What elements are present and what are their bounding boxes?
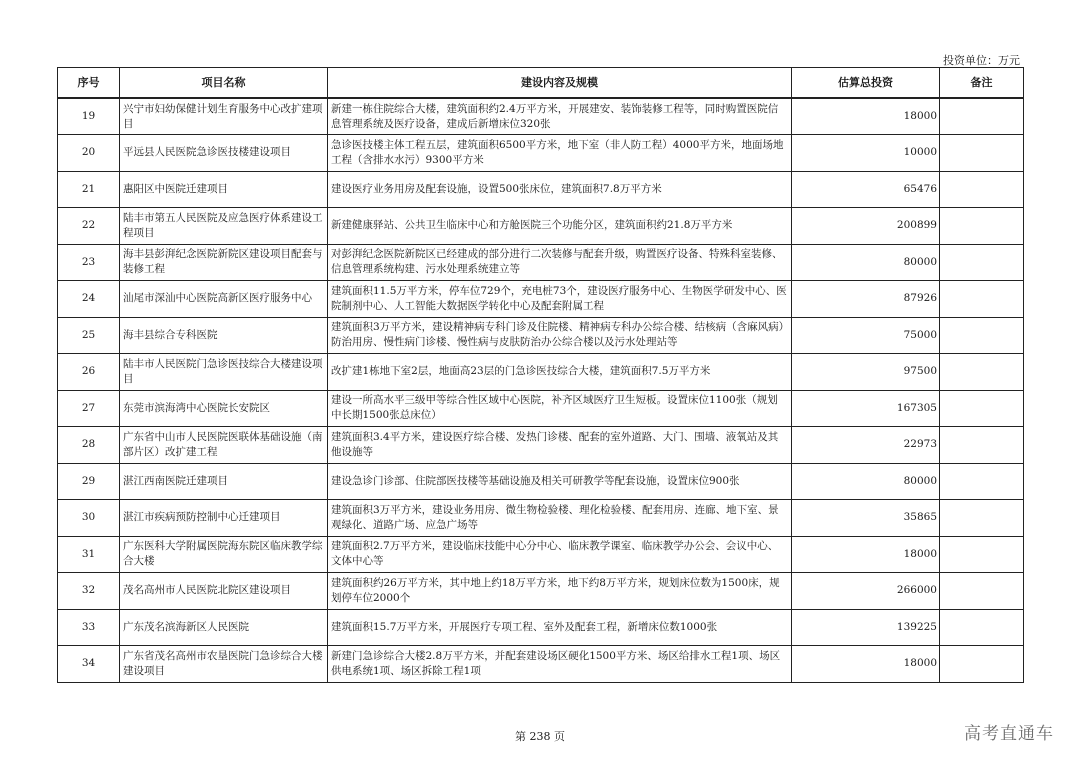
cell-remark [940,390,1024,427]
cell-name: 茂名高州市人民医院北院区建设项目 [120,573,328,610]
table-body [58,98,1024,682]
cell-no: 25 [58,317,120,354]
cell-name: 平远县人民医院急诊医技楼建设项目 [120,135,328,172]
cell-name: 兴宁市妇幼保健计划生育服务中心改扩建项目 [120,98,328,135]
cell-remark [940,98,1024,135]
project-table [57,67,1024,683]
cell-name: 广东省茂名高州市农垦医院门急诊综合大楼建设项目 [120,646,328,683]
table-row [58,573,1024,610]
cell-content: 新建门急诊综合大楼2.8万平方米，并配套建设场区硬化1500平方米、场区给排水工程1项、场区供电系统1项、场区拆除工程1项 [328,646,792,683]
cell-remark [940,171,1024,208]
table-row [58,135,1024,172]
cell-no: 19 [58,98,120,135]
header-investment: 估算总投资 [792,68,940,99]
cell-name: 广东医科大学附属医院海东院区临床教学综合大楼 [120,536,328,573]
table-row [58,98,1024,135]
cell-no: 23 [58,244,120,281]
cell-no: 28 [58,427,120,464]
cell-content: 建筑面积3万平方米，建设业务用房、微生物检验楼、理化检验楼、配套用房、连廊、地下室、景观绿化、道路广场、应急广场等 [328,500,792,537]
table-row [58,390,1024,427]
cell-remark [940,536,1024,573]
cell-remark [940,244,1024,281]
cell-name: 汕尾市深汕中心医院高新区医疗服务中心 [120,281,328,318]
cell-name: 湛江市疾病预防控制中心迁建项目 [120,500,328,537]
cell-content: 建筑面积15.7万平方米，开展医疗专项工程、室外及配套工程，新增床位数1000张 [328,609,792,646]
cell-no: 34 [58,646,120,683]
cell-content: 新建健康驿站、公共卫生临床中心和方舱医院三个功能分区，建筑面积约21.8万平方米 [328,208,792,245]
page-number: 第 238 页 [515,730,565,743]
cell-remark [940,427,1024,464]
cell-content: 建设一所高水平三级甲等综合性区域中心医院，补齐区域医疗卫生短板。设置床位1100张（规划中长期1500张总床位） [328,390,792,427]
cell-content: 建筑面积11.5万平方米，停车位729个，充电桩73个，建设医疗服务中心、生物医学研发中心、医院制剂中心、人工智能大数据医学转化中心及配套附属工程 [328,281,792,318]
cell-name: 广东茂名滨海新区人民医院 [120,609,328,646]
table-row [58,500,1024,537]
cell-content: 急诊医技楼主体工程五层，建筑面积6500平方米，地下室（非人防工程）4000平方米，地面场地工程（含排水水污）9300平方米 [328,135,792,172]
cell-no: 31 [58,536,120,573]
header-project-name: 项目名称 [120,68,328,99]
header-no: 序号 [58,68,120,99]
cell-investment: 80000 [792,244,940,281]
cell-remark [940,354,1024,391]
table-header-row [58,68,1024,99]
cell-content: 建设医疗业务用房及配套设施，设置500张床位，建筑面积7.8万平方米 [328,171,792,208]
cell-investment: 97500 [792,354,940,391]
cell-no: 22 [58,208,120,245]
cell-remark [940,317,1024,354]
cell-investment: 10000 [792,135,940,172]
cell-name: 海丰县彭湃纪念医院新院区建设项目配套与装修工程 [120,244,328,281]
cell-name: 湛江西南医院迁建项目 [120,463,328,500]
cell-remark [940,609,1024,646]
cell-no: 27 [58,390,120,427]
cell-name: 海丰县综合专科医院 [120,317,328,354]
table-row [58,317,1024,354]
cell-investment: 18000 [792,98,940,135]
cell-name: 陆丰市人民医院门急诊医技综合大楼建设项目 [120,354,328,391]
cell-content: 建筑面积3.4平方米，建设医疗综合楼、发热门诊楼、配套的室外道路、大门、围墙、液氧站及其他设施等 [328,427,792,464]
cell-content: 改扩建1栋地下室2层，地面高23层的门急诊医技综合大楼，建筑面积7.5万平方米 [328,354,792,391]
table-row [58,354,1024,391]
cell-content: 建筑面积3万平方米，建设精神病专科门诊及住院楼、精神病专科办公综合楼、结核病（含麻风病）防治用房、慢性病门诊楼、慢性病与皮肤防治办公综合楼以及污水处理站等 [328,317,792,354]
cell-no: 20 [58,135,120,172]
table-row [58,536,1024,573]
table-row [58,427,1024,464]
cell-investment: 167305 [792,390,940,427]
cell-investment: 18000 [792,536,940,573]
cell-remark [940,208,1024,245]
watermark: 高考直通车 [964,724,1054,744]
cell-remark [940,500,1024,537]
table-row [58,463,1024,500]
cell-name: 陆丰市第五人民医院及应急医疗体系建设工程项目 [120,208,328,245]
cell-no: 21 [58,171,120,208]
header-content: 建设内容及规模 [328,68,792,99]
cell-investment: 18000 [792,646,940,683]
table-row [58,281,1024,318]
cell-remark [940,463,1024,500]
cell-investment: 22973 [792,427,940,464]
cell-no: 26 [58,354,120,391]
investment-unit-note: 投资单位：万元 [943,54,1020,67]
cell-no: 33 [58,609,120,646]
cell-content: 建筑面积2.7万平方米，建设临床技能中心分中心、临床教学课室、临床教学办公会、会议中心、文体中心等 [328,536,792,573]
table-row [58,609,1024,646]
cell-remark [940,281,1024,318]
table-row [58,646,1024,683]
cell-name: 广东省中山市人民医院医联体基础设施（南部片区）改扩建工程 [120,427,328,464]
cell-no: 32 [58,573,120,610]
header-remark: 备注 [940,68,1024,99]
cell-content: 对彭湃纪念医院新院区已经建成的部分进行二次装修与配套升级，购置医疗设备、特殊科室装修、信息管理系统构建、污水处理系统建立等 [328,244,792,281]
cell-investment: 139225 [792,609,940,646]
cell-investment: 35865 [792,500,940,537]
table-row [58,244,1024,281]
cell-content: 新建一栋住院综合大楼，建筑面积约2.4万平方米，开展建安、装饰装修工程等，同时购置医院信息管理系统及医疗设备，建成后新增床位320张 [328,98,792,135]
cell-remark [940,646,1024,683]
table-row [58,208,1024,245]
cell-investment: 65476 [792,171,940,208]
cell-investment: 80000 [792,463,940,500]
cell-no: 30 [58,500,120,537]
cell-remark [940,573,1024,610]
cell-remark [940,135,1024,172]
table-row [58,171,1024,208]
cell-name: 惠阳区中医院迁建项目 [120,171,328,208]
cell-investment: 87926 [792,281,940,318]
cell-content: 建筑面积约26万平方米，其中地上约18万平方米，地下约8万平方米，规划床位数为1500床，规划停车位2000个 [328,573,792,610]
cell-no: 24 [58,281,120,318]
cell-no: 29 [58,463,120,500]
cell-investment: 75000 [792,317,940,354]
cell-investment: 200899 [792,208,940,245]
cell-name: 东莞市滨海湾中心医院长安院区 [120,390,328,427]
cell-content: 建设急诊门诊部、住院部医技楼等基础设施及相关可研教学等配套设施，设置床位900张 [328,463,792,500]
cell-investment: 266000 [792,573,940,610]
